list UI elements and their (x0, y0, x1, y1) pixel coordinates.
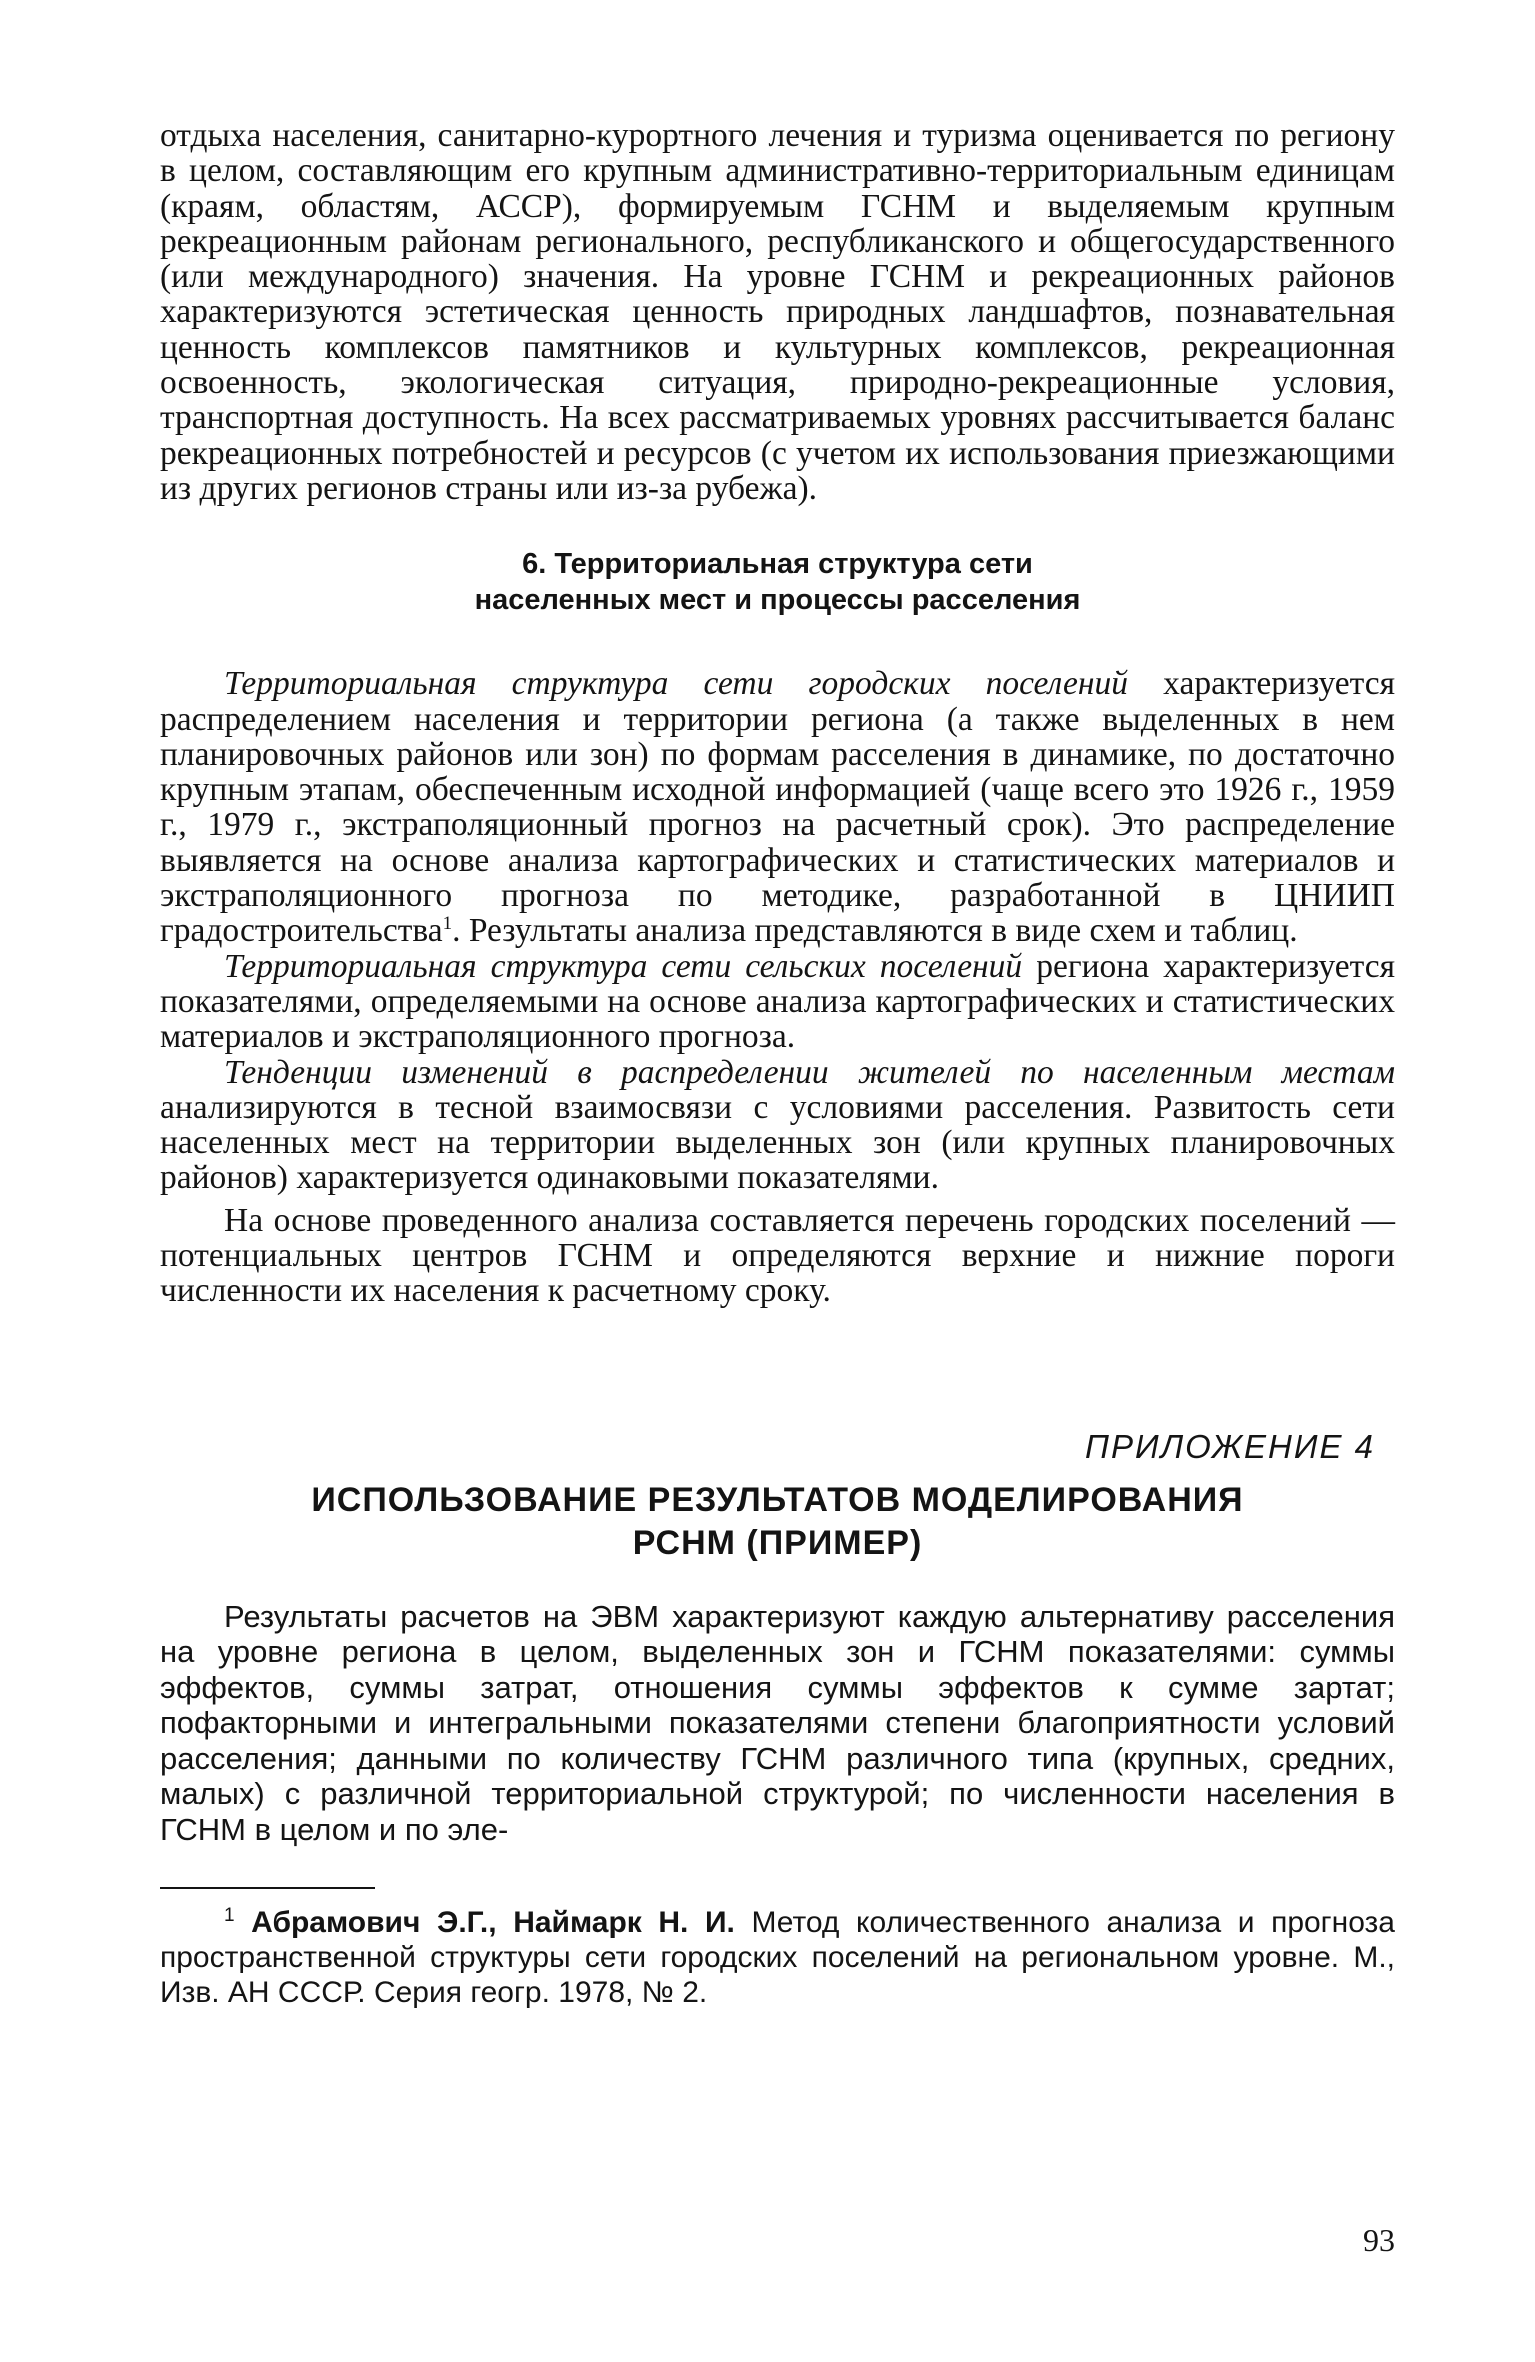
section-heading-line-1: 6. Территориальная структура сети (522, 548, 1033, 581)
paragraph-urban-text-end: . Результаты анализа представляются в виде схем и таблиц. (452, 912, 1298, 950)
term-urban-structure: Территориальная структура сети городских поселений (224, 665, 1128, 703)
footnote (160, 1905, 1395, 2010)
footnote-text: Метод количественного анализа и прогноза пространственной структуры сети городских поселений на региональном уровне. М., Изв. АН СССР. Серия геогр. 1978, № 2. (160, 1906, 1395, 2010)
section-heading (160, 546, 1395, 618)
section-paragraph-summary: На основе проведенного анализа составляется перечень городских поселений — потенциальных центров ГСНМ и определяются верхние и нижние пороги численности их населения к расчетному сроку. (160, 1201, 1395, 1310)
paragraph-trends-text: анализируются в тесной взаимосвязи с условиями расселения. Развитость сети населенных мест на территории выделенных зон (или крупных планировочных районов) характеризуется одинаковыми показателями. (160, 1088, 1395, 1197)
appendix-body (160, 1599, 1395, 1848)
appendix-label: ПРИЛОЖЕНИЕ 4 (1085, 1427, 1375, 1465)
section-paragraph-trends (160, 1055, 1395, 1196)
section-paragraph-urban (160, 666, 1395, 948)
term-rural-structure: Территориальная структура сети сельских поселений (224, 947, 1023, 985)
section-heading-line-2: населенных мест и процессы расселения (474, 584, 1081, 617)
section-paragraph-rural (160, 949, 1395, 1055)
page-number: 93 (1363, 2222, 1395, 2258)
appendix-title-line-1: ИСПОЛЬЗОВАНИЕ РЕЗУЛЬТАТОВ МОДЕЛИРОВАНИЯ (311, 1480, 1244, 1519)
paragraph-urban-text: характеризуется распределением населения и территории региона (а также выделенных в нем планировочных районов или зон) по формам расселения в динамике, по достаточно крупным этапам, обеспеченным исходной информацией (чаще всего это 1926 г., 1959 г., 1979 г., экстраполяционный прогноз на расчетный срок). Это распределение выявляется на основе анализа картографических и статистических материалов и экстраполяционного прогноза по методике, разработанной в ЦНИИП градостроительства (160, 665, 1395, 950)
appendix-title (160, 1479, 1395, 1565)
paragraph-rural-text: региона характеризуется показателями, определяемыми на основе анализа картографических и статистических материалов и экстраполяционного прогноза. (160, 947, 1395, 1056)
intro-paragraph: отдыха населения, санитарно-курортного лечения и туризма оценивается по региону в целом, составляющим его крупным административно-территориальным единицам (краям, областям, АССР), формируемым ГСНМ и выделяемым крупным рекреационным районам регионального, республиканского и общегосударственного (или международного) значения. На уровне ГСНМ и рекреационных районов характеризуются эстетическая ценность природных ландшафтов, познавательная ценность комплексов памятников и культурных комплексов, рекреационная освоенность, экологическая ситуация, природно-рекреационные условия, транспортная доступность. На всех рассматриваемых уровнях рассчитывается баланс рекреационных потребностей и ресурсов (с учетом их использования приезжающими из других регионов страны или из-за рубежа). (160, 117, 1395, 507)
footnote-mark: 1 (224, 1905, 235, 1927)
footnote-authors: Абрамович Э.Г., Наймарк Н. И. (251, 1906, 735, 1940)
page-body (160, 118, 1395, 2010)
appendix-title-line-2: РСНМ (ПРИМЕР) (632, 1523, 923, 1562)
appendix-paragraph: Результаты расчетов на ЭВМ характеризуют каждую альтернативу расселения на уровне региона в целом, выделенных зон и ГСНМ показателями: суммы эффектов, суммы затрат, отношения суммы эффектов к сумме зартат; пофакторными и интегральными показателями степени благоприятности условий расселения; данными по количеству ГСНМ различного типа (крупных, средних, малых) с различной территориальной структурой; по численности населения в ГСНМ в целом и по эле- (160, 1598, 1395, 1847)
footnote-divider (160, 1887, 375, 1889)
term-trends: Тенденции изменений в распределении жителей по населенным местам (224, 1053, 1395, 1091)
footnote-reference[interactable]: 1 (442, 913, 453, 935)
